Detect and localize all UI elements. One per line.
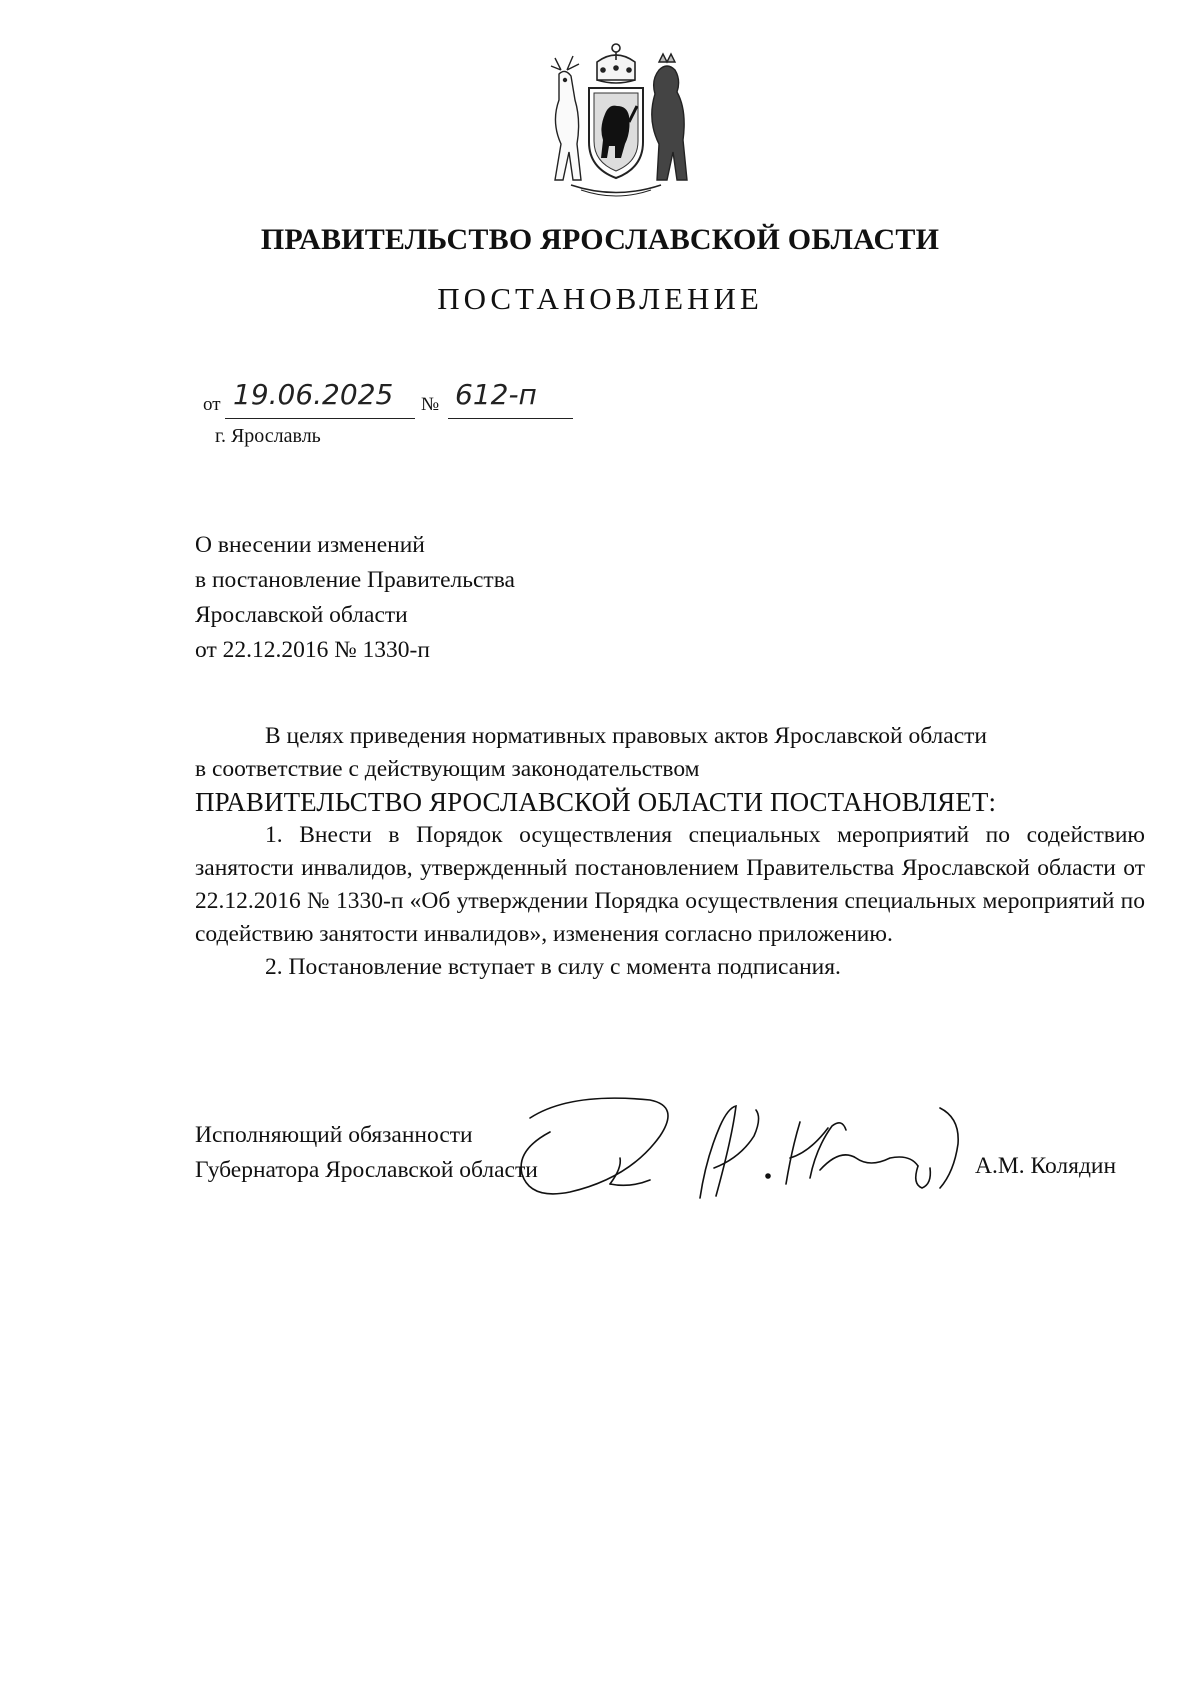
position-line: Исполняющий обязанности	[195, 1122, 473, 1148]
city-label: г. Ярославль	[215, 425, 321, 447]
item-1-paragraph: 1. Внести в Порядок осуществления специальных мероприятий по содействию занятости инвалидов, утвержденный постановлением Правительства Ярославской области от 22.12.2016 № 1330-п «Об утверждении Порядка осуществления специальных мероприятий по содействию занятости инвалидов», изменения согласно приложению.	[195, 822, 1145, 947]
handwritten-number: 612-п	[455, 378, 537, 411]
registration-line	[203, 378, 603, 422]
handwritten-date: 19.06.2025	[233, 378, 394, 411]
subject-line: в постановление Правительства	[195, 567, 515, 593]
handwritten-signature	[510, 1088, 980, 1218]
subject-line: от 22.12.2016 № 1330-п	[195, 637, 430, 663]
subject-line: Ярославской области	[195, 602, 408, 628]
position-line: Губернатора Ярославской области	[195, 1157, 538, 1183]
subject-line: О внесении изменений	[195, 532, 425, 558]
subject-block	[195, 528, 515, 668]
date-prefix: от	[203, 394, 221, 415]
item-2-paragraph: 2. Постановление вступает в силу с момента подписания.	[265, 954, 841, 980]
document-kind-title: ПОСТАНОВЛЕНИЕ	[437, 281, 763, 316]
number-prefix: №	[421, 394, 440, 415]
preamble-line: в соответствие с действующим законодательством	[195, 756, 700, 782]
number-underline	[448, 418, 573, 419]
preamble-line: В целях приведения нормативных правовых актов Ярославской области	[265, 723, 987, 749]
resolution-clause: ПРАВИТЕЛЬСТВО ЯРОСЛАВСКОЙ ОБЛАСТИ ПОСТАНОВЛЯЕТ:	[195, 787, 997, 817]
government-title: ПРАВИТЕЛЬСТВО ЯРОСЛАВСКОЙ ОБЛАСТИ	[260, 223, 940, 256]
signatory-position	[195, 1118, 538, 1188]
coat-of-arms-emblem	[541, 40, 691, 205]
signer-name: А.М. Колядин	[975, 1153, 1117, 1179]
document-body	[195, 720, 1145, 984]
date-underline	[225, 418, 415, 419]
